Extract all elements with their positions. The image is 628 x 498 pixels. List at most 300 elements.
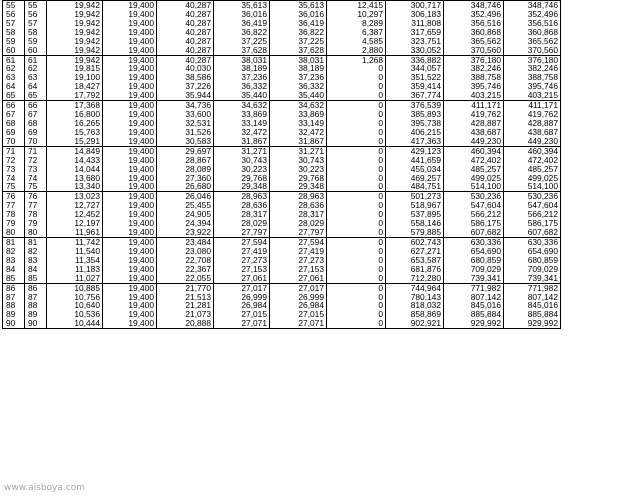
table-cell: 21,073 xyxy=(157,310,214,319)
table-row xyxy=(3,137,561,146)
table-row xyxy=(3,55,561,64)
table-cell: 28,029 xyxy=(270,219,327,228)
table-cell: 80 xyxy=(25,228,47,237)
table-cell: 411,171 xyxy=(504,101,561,110)
table-cell: 300,717 xyxy=(386,1,444,10)
table-cell: 929,992 xyxy=(504,319,561,328)
table-row xyxy=(3,146,561,155)
table-cell: 27,594 xyxy=(270,237,327,246)
table-cell: 0 xyxy=(327,237,386,246)
table-cell: 32,472 xyxy=(270,128,327,137)
table-cell: 81 xyxy=(3,237,25,246)
table-cell: 429,123 xyxy=(386,146,444,155)
table-row xyxy=(3,73,561,82)
table-cell: 0 xyxy=(327,156,386,165)
table-cell: 30,223 xyxy=(270,165,327,174)
table-cell: 395,746 xyxy=(444,82,504,91)
table-cell: 0 xyxy=(327,64,386,73)
table-cell: 845,016 xyxy=(504,301,561,310)
table-cell: 37,225 xyxy=(214,37,270,46)
table-cell: 385,893 xyxy=(386,110,444,119)
table-cell: 360,868 xyxy=(504,28,561,37)
table-cell: 352,496 xyxy=(444,10,504,19)
table-cell: 20,888 xyxy=(157,319,214,328)
table-cell: 351,522 xyxy=(386,73,444,82)
table-cell: 356,516 xyxy=(504,19,561,28)
table-cell: 32,531 xyxy=(157,119,214,128)
table-cell: 57 xyxy=(3,19,25,28)
table-cell: 36,822 xyxy=(270,28,327,37)
table-cell: 19,942 xyxy=(47,28,103,37)
table-cell: 26,999 xyxy=(270,293,327,302)
table-cell: 38,189 xyxy=(270,64,327,73)
table-cell: 359,414 xyxy=(386,82,444,91)
table-cell: 12,727 xyxy=(47,201,103,210)
table-cell: 558,146 xyxy=(386,219,444,228)
table-cell: 27,015 xyxy=(214,310,270,319)
table-cell: 55 xyxy=(3,1,25,10)
table-cell: 30,583 xyxy=(157,137,214,146)
table-cell: 501,273 xyxy=(386,192,444,201)
table-cell: 19,400 xyxy=(103,101,157,110)
table-cell: 38,586 xyxy=(157,73,214,82)
table-cell: 19,942 xyxy=(47,1,103,10)
table-cell: 56 xyxy=(25,10,47,19)
table-cell: 19,400 xyxy=(103,156,157,165)
table-cell: 89 xyxy=(25,310,47,319)
table-cell: 712,280 xyxy=(386,274,444,283)
table-row xyxy=(3,182,561,191)
table-cell: 32,472 xyxy=(214,128,270,137)
table-cell: 455,034 xyxy=(386,165,444,174)
table-cell: 0 xyxy=(327,137,386,146)
table-cell: 31,271 xyxy=(270,146,327,155)
table-cell: 28,317 xyxy=(214,210,270,219)
table-cell: 37,226 xyxy=(157,82,214,91)
table-cell: 780,143 xyxy=(386,293,444,302)
table-cell: 67 xyxy=(3,110,25,119)
table-cell: 19,942 xyxy=(47,46,103,55)
table-cell: 19,400 xyxy=(103,210,157,219)
table-row xyxy=(3,82,561,91)
table-cell: 33,149 xyxy=(214,119,270,128)
table-cell: 64 xyxy=(3,82,25,91)
table-cell: 709,029 xyxy=(504,265,561,274)
table-cell: 26,984 xyxy=(214,301,270,310)
table-row xyxy=(3,37,561,46)
table-cell: 36,016 xyxy=(270,10,327,19)
table-cell: 29,697 xyxy=(157,146,214,155)
table-cell: 75 xyxy=(25,182,47,191)
table-cell: 602,743 xyxy=(386,237,444,246)
table-cell: 30,223 xyxy=(214,165,270,174)
table-cell: 35,440 xyxy=(214,91,270,100)
table-cell: 6,387 xyxy=(327,28,386,37)
table-cell: 33,869 xyxy=(214,110,270,119)
table-cell: 24,905 xyxy=(157,210,214,219)
table-cell: 19,815 xyxy=(47,64,103,73)
table-row xyxy=(3,265,561,274)
table-cell: 13,023 xyxy=(47,192,103,201)
table-cell: 73 xyxy=(25,165,47,174)
table-cell: 69 xyxy=(3,128,25,137)
table-cell: 352,496 xyxy=(504,10,561,19)
table-cell: 80 xyxy=(3,228,25,237)
table-cell: 31,526 xyxy=(157,128,214,137)
table-cell: 460,394 xyxy=(444,146,504,155)
table-cell: 807,142 xyxy=(504,293,561,302)
table-cell: 37,236 xyxy=(214,73,270,82)
table-cell: 376,180 xyxy=(444,55,504,64)
table-cell: 55 xyxy=(25,1,47,10)
table-cell: 566,212 xyxy=(444,210,504,219)
table-cell: 27,797 xyxy=(270,228,327,237)
table-cell: 36,332 xyxy=(214,82,270,91)
table-cell: 630,336 xyxy=(444,237,504,246)
table-cell: 403,215 xyxy=(444,91,504,100)
table-cell: 19,400 xyxy=(103,82,157,91)
table-cell: 72 xyxy=(3,156,25,165)
table-cell: 68 xyxy=(3,119,25,128)
table-cell: 90 xyxy=(25,319,47,328)
table-cell: 59 xyxy=(25,37,47,46)
table-cell: 58 xyxy=(3,28,25,37)
table-cell: 0 xyxy=(327,265,386,274)
table-cell: 19,942 xyxy=(47,55,103,64)
table-cell: 10,756 xyxy=(47,293,103,302)
table-cell: 29,768 xyxy=(214,174,270,183)
table-cell: 807,142 xyxy=(444,293,504,302)
table-cell: 12,197 xyxy=(47,219,103,228)
table-cell: 579,885 xyxy=(386,228,444,237)
table-cell: 317,659 xyxy=(386,28,444,37)
table-cell: 19,400 xyxy=(103,64,157,73)
table-cell: 87 xyxy=(25,293,47,302)
table-cell: 28,636 xyxy=(270,201,327,210)
table-row xyxy=(3,46,561,55)
table-cell: 84 xyxy=(25,265,47,274)
table-cell: 40,287 xyxy=(157,10,214,19)
table-cell: 10,885 xyxy=(47,283,103,292)
table-cell: 66 xyxy=(3,101,25,110)
table-cell: 28,636 xyxy=(214,201,270,210)
table-cell: 395,738 xyxy=(386,119,444,128)
table-cell: 15,291 xyxy=(47,137,103,146)
table-cell: 403,215 xyxy=(504,91,561,100)
table-cell: 0 xyxy=(327,174,386,183)
table-cell: 654,690 xyxy=(444,247,504,256)
table-cell: 19,400 xyxy=(103,146,157,155)
table-cell: 0 xyxy=(327,210,386,219)
table-cell: 0 xyxy=(327,165,386,174)
table-cell: 370,560 xyxy=(504,46,561,55)
table-cell: 27,360 xyxy=(157,174,214,183)
table-cell: 0 xyxy=(327,283,386,292)
table-cell: 19,400 xyxy=(103,274,157,283)
table-cell: 27,594 xyxy=(214,237,270,246)
table-cell: 0 xyxy=(327,228,386,237)
table-row xyxy=(3,119,561,128)
table-cell: 0 xyxy=(327,73,386,82)
table-cell: 27,419 xyxy=(214,247,270,256)
table-cell: 744,964 xyxy=(386,283,444,292)
table-cell: 27,797 xyxy=(214,228,270,237)
table-cell: 19,400 xyxy=(103,219,157,228)
table-cell: 0 xyxy=(327,201,386,210)
table-cell: 388,758 xyxy=(444,73,504,82)
table-cell: 0 xyxy=(327,293,386,302)
table-cell: 19,400 xyxy=(103,46,157,55)
table-cell: 40,287 xyxy=(157,37,214,46)
table-row xyxy=(3,228,561,237)
table-cell: 21,281 xyxy=(157,301,214,310)
table-row xyxy=(3,101,561,110)
table-cell: 19,400 xyxy=(103,201,157,210)
table-cell: 0 xyxy=(327,310,386,319)
table-cell: 0 xyxy=(327,91,386,100)
table-cell: 370,560 xyxy=(444,46,504,55)
table-cell: 57 xyxy=(25,19,47,28)
table-cell: 28,867 xyxy=(157,156,214,165)
table-cell: 19,400 xyxy=(103,319,157,328)
table-cell: 419,762 xyxy=(444,110,504,119)
table-cell: 34,736 xyxy=(157,101,214,110)
table-cell: 19,400 xyxy=(103,28,157,37)
table-cell: 62 xyxy=(25,64,47,73)
table-cell: 0 xyxy=(327,128,386,137)
table-cell: 27,273 xyxy=(270,256,327,265)
table-cell: 86 xyxy=(3,283,25,292)
table-cell: 348,746 xyxy=(504,1,561,10)
table-cell: 885,884 xyxy=(504,310,561,319)
table-cell: 37,225 xyxy=(270,37,327,46)
table-cell: 77 xyxy=(25,201,47,210)
table-cell: 388,758 xyxy=(504,73,561,82)
table-cell: 33,600 xyxy=(157,110,214,119)
table-cell: 0 xyxy=(327,219,386,228)
table-cell: 537,895 xyxy=(386,210,444,219)
table-cell: 65 xyxy=(3,91,25,100)
table-cell: 0 xyxy=(327,110,386,119)
table-cell: 709,029 xyxy=(444,265,504,274)
table-cell: 40,287 xyxy=(157,55,214,64)
table-cell: 630,336 xyxy=(504,237,561,246)
table-cell: 27,273 xyxy=(214,256,270,265)
table-cell: 19,400 xyxy=(103,55,157,64)
table-cell: 19,942 xyxy=(47,37,103,46)
table-cell: 59 xyxy=(3,37,25,46)
table-cell: 438,687 xyxy=(504,128,561,137)
table-cell: 428,887 xyxy=(504,119,561,128)
table-cell: 376,539 xyxy=(386,101,444,110)
table-cell: 79 xyxy=(3,219,25,228)
table-cell: 11,742 xyxy=(47,237,103,246)
table-cell: 87 xyxy=(3,293,25,302)
table-cell: 739,341 xyxy=(444,274,504,283)
table-cell: 382,246 xyxy=(444,64,504,73)
table-cell: 88 xyxy=(25,301,47,310)
table-cell: 33,869 xyxy=(270,110,327,119)
table-cell: 25,455 xyxy=(157,201,214,210)
table-body xyxy=(3,1,561,329)
table-cell: 323,751 xyxy=(386,37,444,46)
table-cell: 607,682 xyxy=(444,228,504,237)
table-cell: 469,257 xyxy=(386,174,444,183)
table-cell: 27,071 xyxy=(214,319,270,328)
table-cell: 1,268 xyxy=(327,55,386,64)
table-cell: 27,071 xyxy=(270,319,327,328)
table-cell: 27,061 xyxy=(270,274,327,283)
table-cell: 365,562 xyxy=(504,37,561,46)
table-cell: 19,400 xyxy=(103,91,157,100)
table-cell: 82 xyxy=(3,247,25,256)
table-row xyxy=(3,310,561,319)
table-cell: 19,400 xyxy=(103,174,157,183)
table-cell: 38,189 xyxy=(214,64,270,73)
table-cell: 74 xyxy=(25,174,47,183)
table-cell: 336,882 xyxy=(386,55,444,64)
table-cell: 26,999 xyxy=(214,293,270,302)
table-cell: 654,690 xyxy=(504,247,561,256)
table-cell: 31,867 xyxy=(270,137,327,146)
table-cell: 449,230 xyxy=(444,137,504,146)
table-cell: 530,236 xyxy=(444,192,504,201)
table-cell: 24,394 xyxy=(157,219,214,228)
table-cell: 680,859 xyxy=(444,256,504,265)
table-cell: 68 xyxy=(25,119,47,128)
table-cell: 69 xyxy=(25,128,47,137)
table-cell: 419,762 xyxy=(504,110,561,119)
table-cell: 19,400 xyxy=(103,137,157,146)
table-cell: 70 xyxy=(25,137,47,146)
table-cell: 66 xyxy=(25,101,47,110)
table-cell: 17,368 xyxy=(47,101,103,110)
table-row xyxy=(3,165,561,174)
table-cell: 344,057 xyxy=(386,64,444,73)
table-cell: 356,516 xyxy=(444,19,504,28)
table-cell: 19,942 xyxy=(47,10,103,19)
table-row xyxy=(3,247,561,256)
table-cell: 38,031 xyxy=(214,55,270,64)
table-cell: 417,363 xyxy=(386,137,444,146)
table-row xyxy=(3,28,561,37)
table-cell: 27,061 xyxy=(214,274,270,283)
table-cell: 306,183 xyxy=(386,10,444,19)
table-row xyxy=(3,283,561,292)
table-cell: 771,982 xyxy=(444,283,504,292)
table-cell: 72 xyxy=(25,156,47,165)
table-cell: 78 xyxy=(3,210,25,219)
table-row xyxy=(3,128,561,137)
table-cell: 627,271 xyxy=(386,247,444,256)
table-cell: 19,400 xyxy=(103,182,157,191)
table-cell: 40,287 xyxy=(157,19,214,28)
table-row xyxy=(3,110,561,119)
table-cell: 19,400 xyxy=(103,283,157,292)
table-cell: 586,175 xyxy=(504,219,561,228)
table-cell: 330,052 xyxy=(386,46,444,55)
table-cell: 19,400 xyxy=(103,256,157,265)
table-cell: 62 xyxy=(3,64,25,73)
table-cell: 19,400 xyxy=(103,310,157,319)
table-cell: 367,774 xyxy=(386,91,444,100)
table-cell: 35,613 xyxy=(270,1,327,10)
table-row xyxy=(3,156,561,165)
table-cell: 19,400 xyxy=(103,128,157,137)
table-cell: 2,880 xyxy=(327,46,386,55)
table-cell: 63 xyxy=(25,73,47,82)
table-cell: 56 xyxy=(3,10,25,19)
table-cell: 739,341 xyxy=(504,274,561,283)
table-cell: 27,015 xyxy=(270,310,327,319)
table-cell: 26,984 xyxy=(270,301,327,310)
table-row xyxy=(3,237,561,246)
table-cell: 26,046 xyxy=(157,192,214,201)
table-cell: 8,289 xyxy=(327,19,386,28)
table-cell: 71 xyxy=(25,146,47,155)
table-cell: 499,025 xyxy=(444,174,504,183)
table-row xyxy=(3,219,561,228)
table-cell: 360,868 xyxy=(444,28,504,37)
table-cell: 23,922 xyxy=(157,228,214,237)
table-cell: 35,613 xyxy=(214,1,270,10)
table-cell: 311,808 xyxy=(386,19,444,28)
table-cell: 82 xyxy=(25,247,47,256)
table-cell: 35,440 xyxy=(270,91,327,100)
table-cell: 566,212 xyxy=(504,210,561,219)
table-cell: 0 xyxy=(327,319,386,328)
table-cell: 40,287 xyxy=(157,28,214,37)
table-cell: 382,246 xyxy=(504,64,561,73)
table-cell: 13,680 xyxy=(47,174,103,183)
table-cell: 90 xyxy=(3,319,25,328)
table-cell: 40,287 xyxy=(157,46,214,55)
table-cell: 27,017 xyxy=(214,283,270,292)
table-cell: 85 xyxy=(25,274,47,283)
table-cell: 31,271 xyxy=(214,146,270,155)
table-cell: 16,800 xyxy=(47,110,103,119)
table-cell: 74 xyxy=(3,174,25,183)
table-row xyxy=(3,319,561,328)
table-cell: 438,687 xyxy=(444,128,504,137)
table-cell: 0 xyxy=(327,192,386,201)
table-cell: 845,016 xyxy=(444,301,504,310)
table-cell: 61 xyxy=(25,55,47,64)
table-cell: 76 xyxy=(25,192,47,201)
table-cell: 85 xyxy=(3,274,25,283)
table-cell: 28,963 xyxy=(270,192,327,201)
table-cell: 29,348 xyxy=(270,182,327,191)
table-cell: 38,031 xyxy=(270,55,327,64)
table-cell: 36,822 xyxy=(214,28,270,37)
table-row xyxy=(3,210,561,219)
table-cell: 77 xyxy=(3,201,25,210)
table-row xyxy=(3,64,561,73)
table-cell: 79 xyxy=(25,219,47,228)
table-cell: 19,100 xyxy=(47,73,103,82)
table-cell: 26,680 xyxy=(157,182,214,191)
table-row xyxy=(3,19,561,28)
table-cell: 23,484 xyxy=(157,237,214,246)
table-cell: 11,183 xyxy=(47,265,103,274)
table-cell: 19,400 xyxy=(103,293,157,302)
table-cell: 14,849 xyxy=(47,146,103,155)
table-cell: 19,400 xyxy=(103,165,157,174)
table-cell: 858,869 xyxy=(386,310,444,319)
watermark: www.aisboya.com xyxy=(4,483,85,493)
table-cell: 518,967 xyxy=(386,201,444,210)
table-row xyxy=(3,301,561,310)
